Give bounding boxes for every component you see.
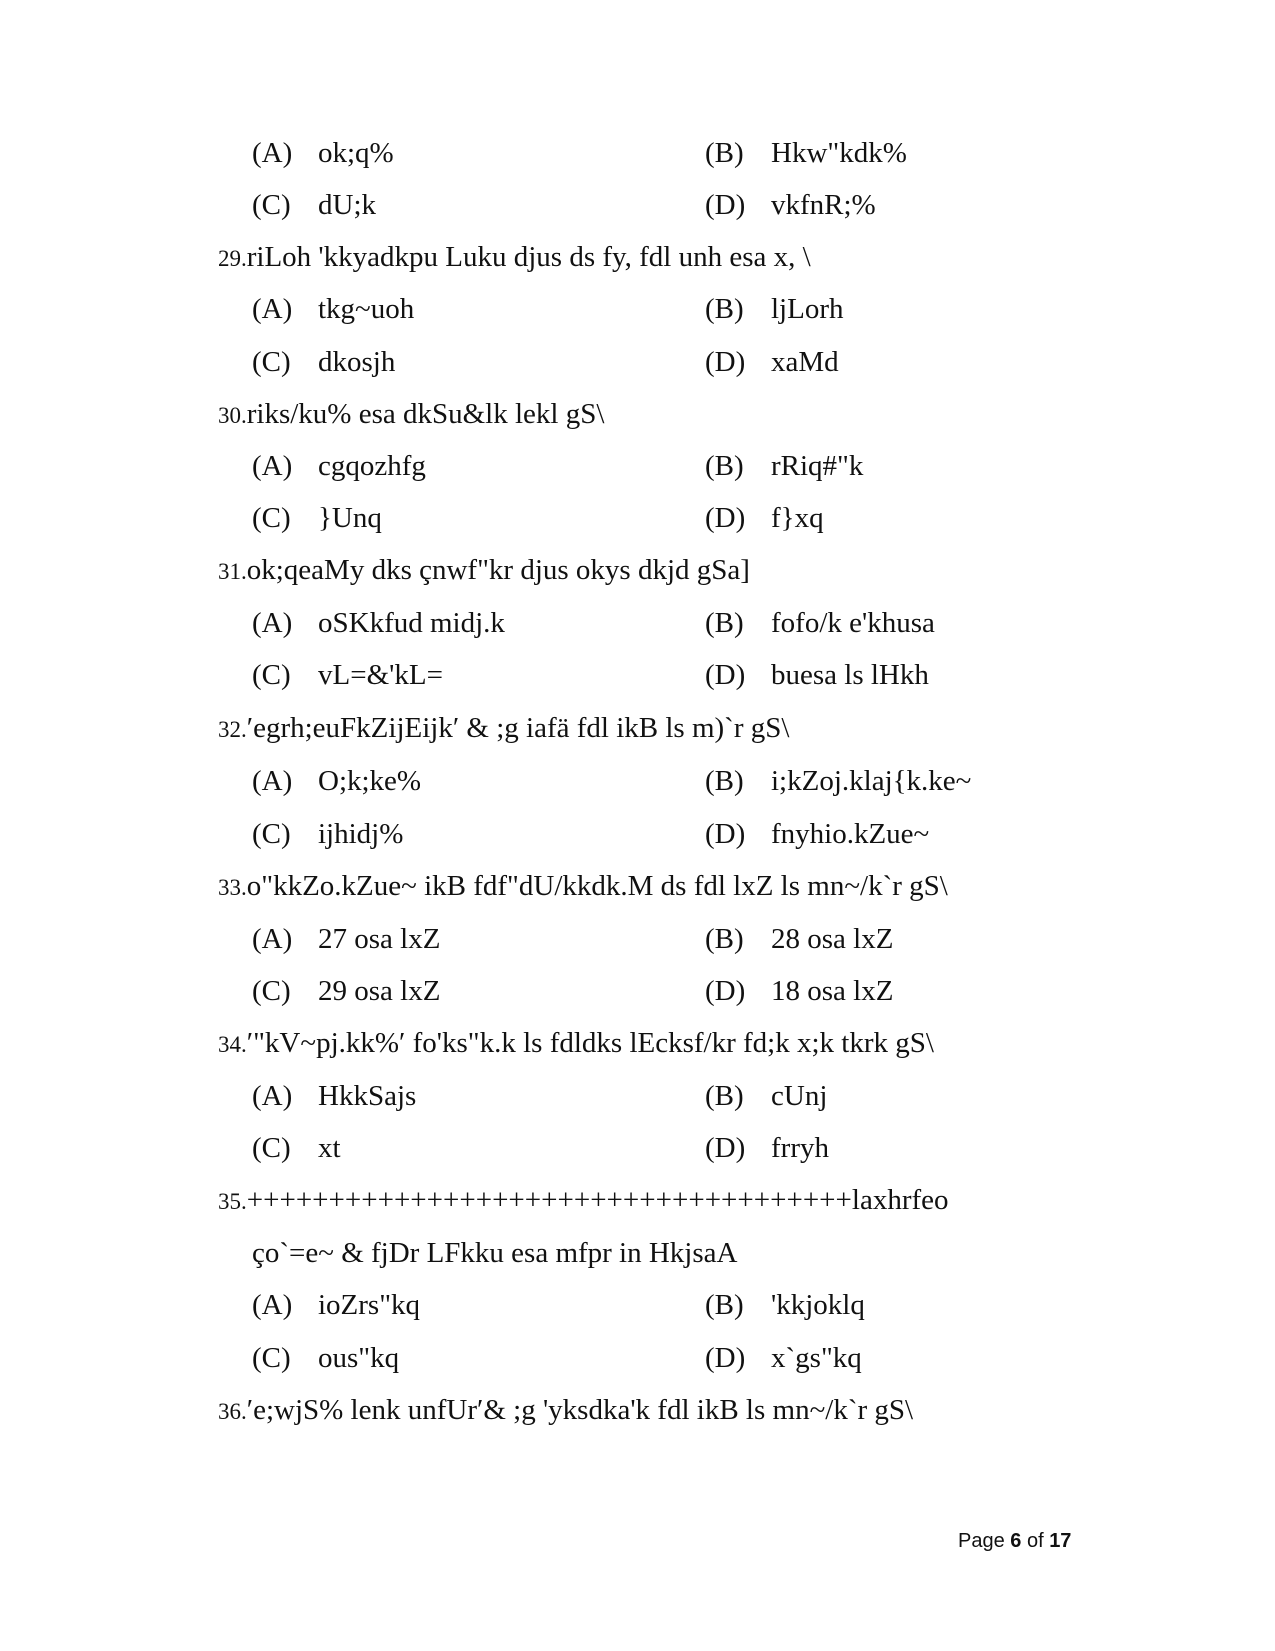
option-text: x`gs"kq	[771, 1342, 862, 1374]
option-letter: (D)	[705, 818, 746, 850]
option-letter: (A)	[252, 450, 293, 482]
option-text: buesa ls lHkh	[771, 659, 929, 691]
option-text: frryh	[771, 1132, 829, 1164]
question-35-continuation: ço`=e~ & fjDr LFkku esa mfpr in HkjsaA	[252, 1237, 738, 1269]
option-letter: (B)	[705, 293, 744, 325]
option-letter: (B)	[705, 1289, 744, 1321]
option-letter: (D)	[705, 1342, 746, 1374]
option-letter: (C)	[252, 975, 291, 1007]
option-text: cgqozhfg	[318, 450, 426, 482]
option-letter: (A)	[252, 923, 293, 955]
question-34	[218, 1025, 934, 1063]
option-text: 29 osa lxZ	[318, 975, 441, 1007]
question-35	[218, 1182, 949, 1220]
question-text: ′egrh;euFkZijEijk′ & ;g iafä fdl ikB ls m)`r gS\	[246, 712, 790, 744]
question-number: 30.	[218, 403, 247, 428]
option-letter: (A)	[252, 765, 293, 797]
option-text: 27 osa lxZ	[318, 923, 441, 955]
option-text: fnyhio.kZue~	[771, 818, 930, 850]
question-number: 31.	[218, 559, 247, 584]
option-letter: (B)	[705, 765, 744, 797]
question-text: o"kkZo.kZue~ ikB fdf"dU/kkdk.M ds fdl lxZ ls mn~/k`r gS\	[246, 870, 948, 902]
question-30	[218, 396, 604, 434]
option-text: f}xq	[771, 502, 824, 534]
question-number: 36.	[218, 1399, 247, 1424]
question-number: 33.	[218, 875, 247, 900]
option-text: i;kZoj.klaj{k.ke~	[771, 765, 972, 797]
question-text: ′e;wjS% lenk unfUr′& ;g 'yksdka'k fdl ikB ls mn~/k`r gS\	[246, 1394, 914, 1426]
option-text: ijhidj%	[318, 818, 404, 850]
option-letter: (C)	[252, 502, 291, 534]
footer-total-pages: 17	[1049, 1530, 1072, 1552]
option-text: vkfnR;%	[771, 189, 876, 221]
question-32	[218, 710, 789, 748]
option-text: dkosjh	[318, 346, 396, 378]
option-text: Hkw"kdk%	[771, 137, 907, 169]
option-text: xaMd	[771, 346, 839, 378]
question-31	[218, 552, 750, 590]
option-text: ok;q%	[318, 137, 394, 169]
option-text: dU;k	[318, 189, 376, 221]
option-letter: (D)	[705, 346, 746, 378]
option-text: HkkSajs	[318, 1080, 417, 1112]
option-text: fofo/k e'khusa	[771, 607, 935, 639]
option-text: 18 osa lxZ	[771, 975, 894, 1007]
option-text: 28 osa lxZ	[771, 923, 894, 955]
option-letter: (C)	[252, 1132, 291, 1164]
option-letter: (D)	[705, 189, 746, 221]
option-text: ljLorh	[771, 293, 844, 325]
question-33	[218, 868, 948, 906]
footer-page-number: 6	[1010, 1530, 1022, 1552]
option-letter: (D)	[705, 975, 746, 1007]
option-text: ous"kq	[318, 1342, 400, 1374]
option-text: xt	[318, 1132, 341, 1164]
option-letter: (D)	[705, 659, 746, 691]
option-letter: (B)	[705, 450, 744, 482]
option-letter: (B)	[705, 1080, 744, 1112]
option-letter: (D)	[705, 1132, 746, 1164]
option-text: oSKkfud midj.k	[318, 607, 505, 639]
question-text: +++++++++++++++++++++++++++++++++++++laxhrfeo	[246, 1184, 949, 1216]
option-text: O;k;ke%	[318, 765, 422, 797]
option-letter: (C)	[252, 659, 291, 691]
question-number: 35.	[218, 1189, 247, 1214]
option-letter: (D)	[705, 502, 746, 534]
question-number: 34.	[218, 1032, 247, 1057]
question-number: 32.	[218, 717, 247, 742]
option-letter: (A)	[252, 137, 293, 169]
footer-middle: of	[1021, 1530, 1050, 1552]
option-letter: (A)	[252, 1080, 293, 1112]
option-text: rRiq#"k	[771, 450, 864, 482]
option-text: tkg~uoh	[318, 293, 415, 325]
footer-prefix: Page	[958, 1530, 1011, 1552]
option-text: }Unq	[318, 502, 382, 534]
option-letter: (C)	[252, 1342, 291, 1374]
option-letter: (B)	[705, 607, 744, 639]
option-text: vL=&'kL=	[318, 659, 443, 691]
question-text: ok;qeaMy dks çnwf"kr djus okys dkjd gSa]	[246, 554, 750, 586]
option-letter: (C)	[252, 818, 291, 850]
option-letter: (B)	[705, 923, 744, 955]
option-text: cUnj	[771, 1080, 828, 1112]
option-text: ioZrs"kq	[318, 1289, 421, 1321]
option-letter: (A)	[252, 293, 293, 325]
question-number: 29.	[218, 246, 247, 271]
option-letter: (B)	[705, 137, 744, 169]
question-text: riLoh 'kkyadkpu Luku djus ds fy, fdl unh esa x, \	[246, 241, 811, 273]
option-letter: (C)	[252, 189, 291, 221]
option-letter: (A)	[252, 607, 293, 639]
question-text: riks/ku% esa dkSu&lk lekl gS\	[246, 398, 605, 430]
option-letter: (C)	[252, 346, 291, 378]
option-text: 'kkjoklq	[771, 1289, 865, 1321]
question-36	[218, 1392, 913, 1430]
question-text: ′"kV~pj.kk%′ fo'ks"k.k ls fdldks lEcksf/kr fd;k x;k tkrk gS\	[246, 1027, 934, 1059]
option-letter: (A)	[252, 1289, 293, 1321]
page-footer	[958, 1528, 1071, 1554]
question-29	[218, 239, 811, 277]
